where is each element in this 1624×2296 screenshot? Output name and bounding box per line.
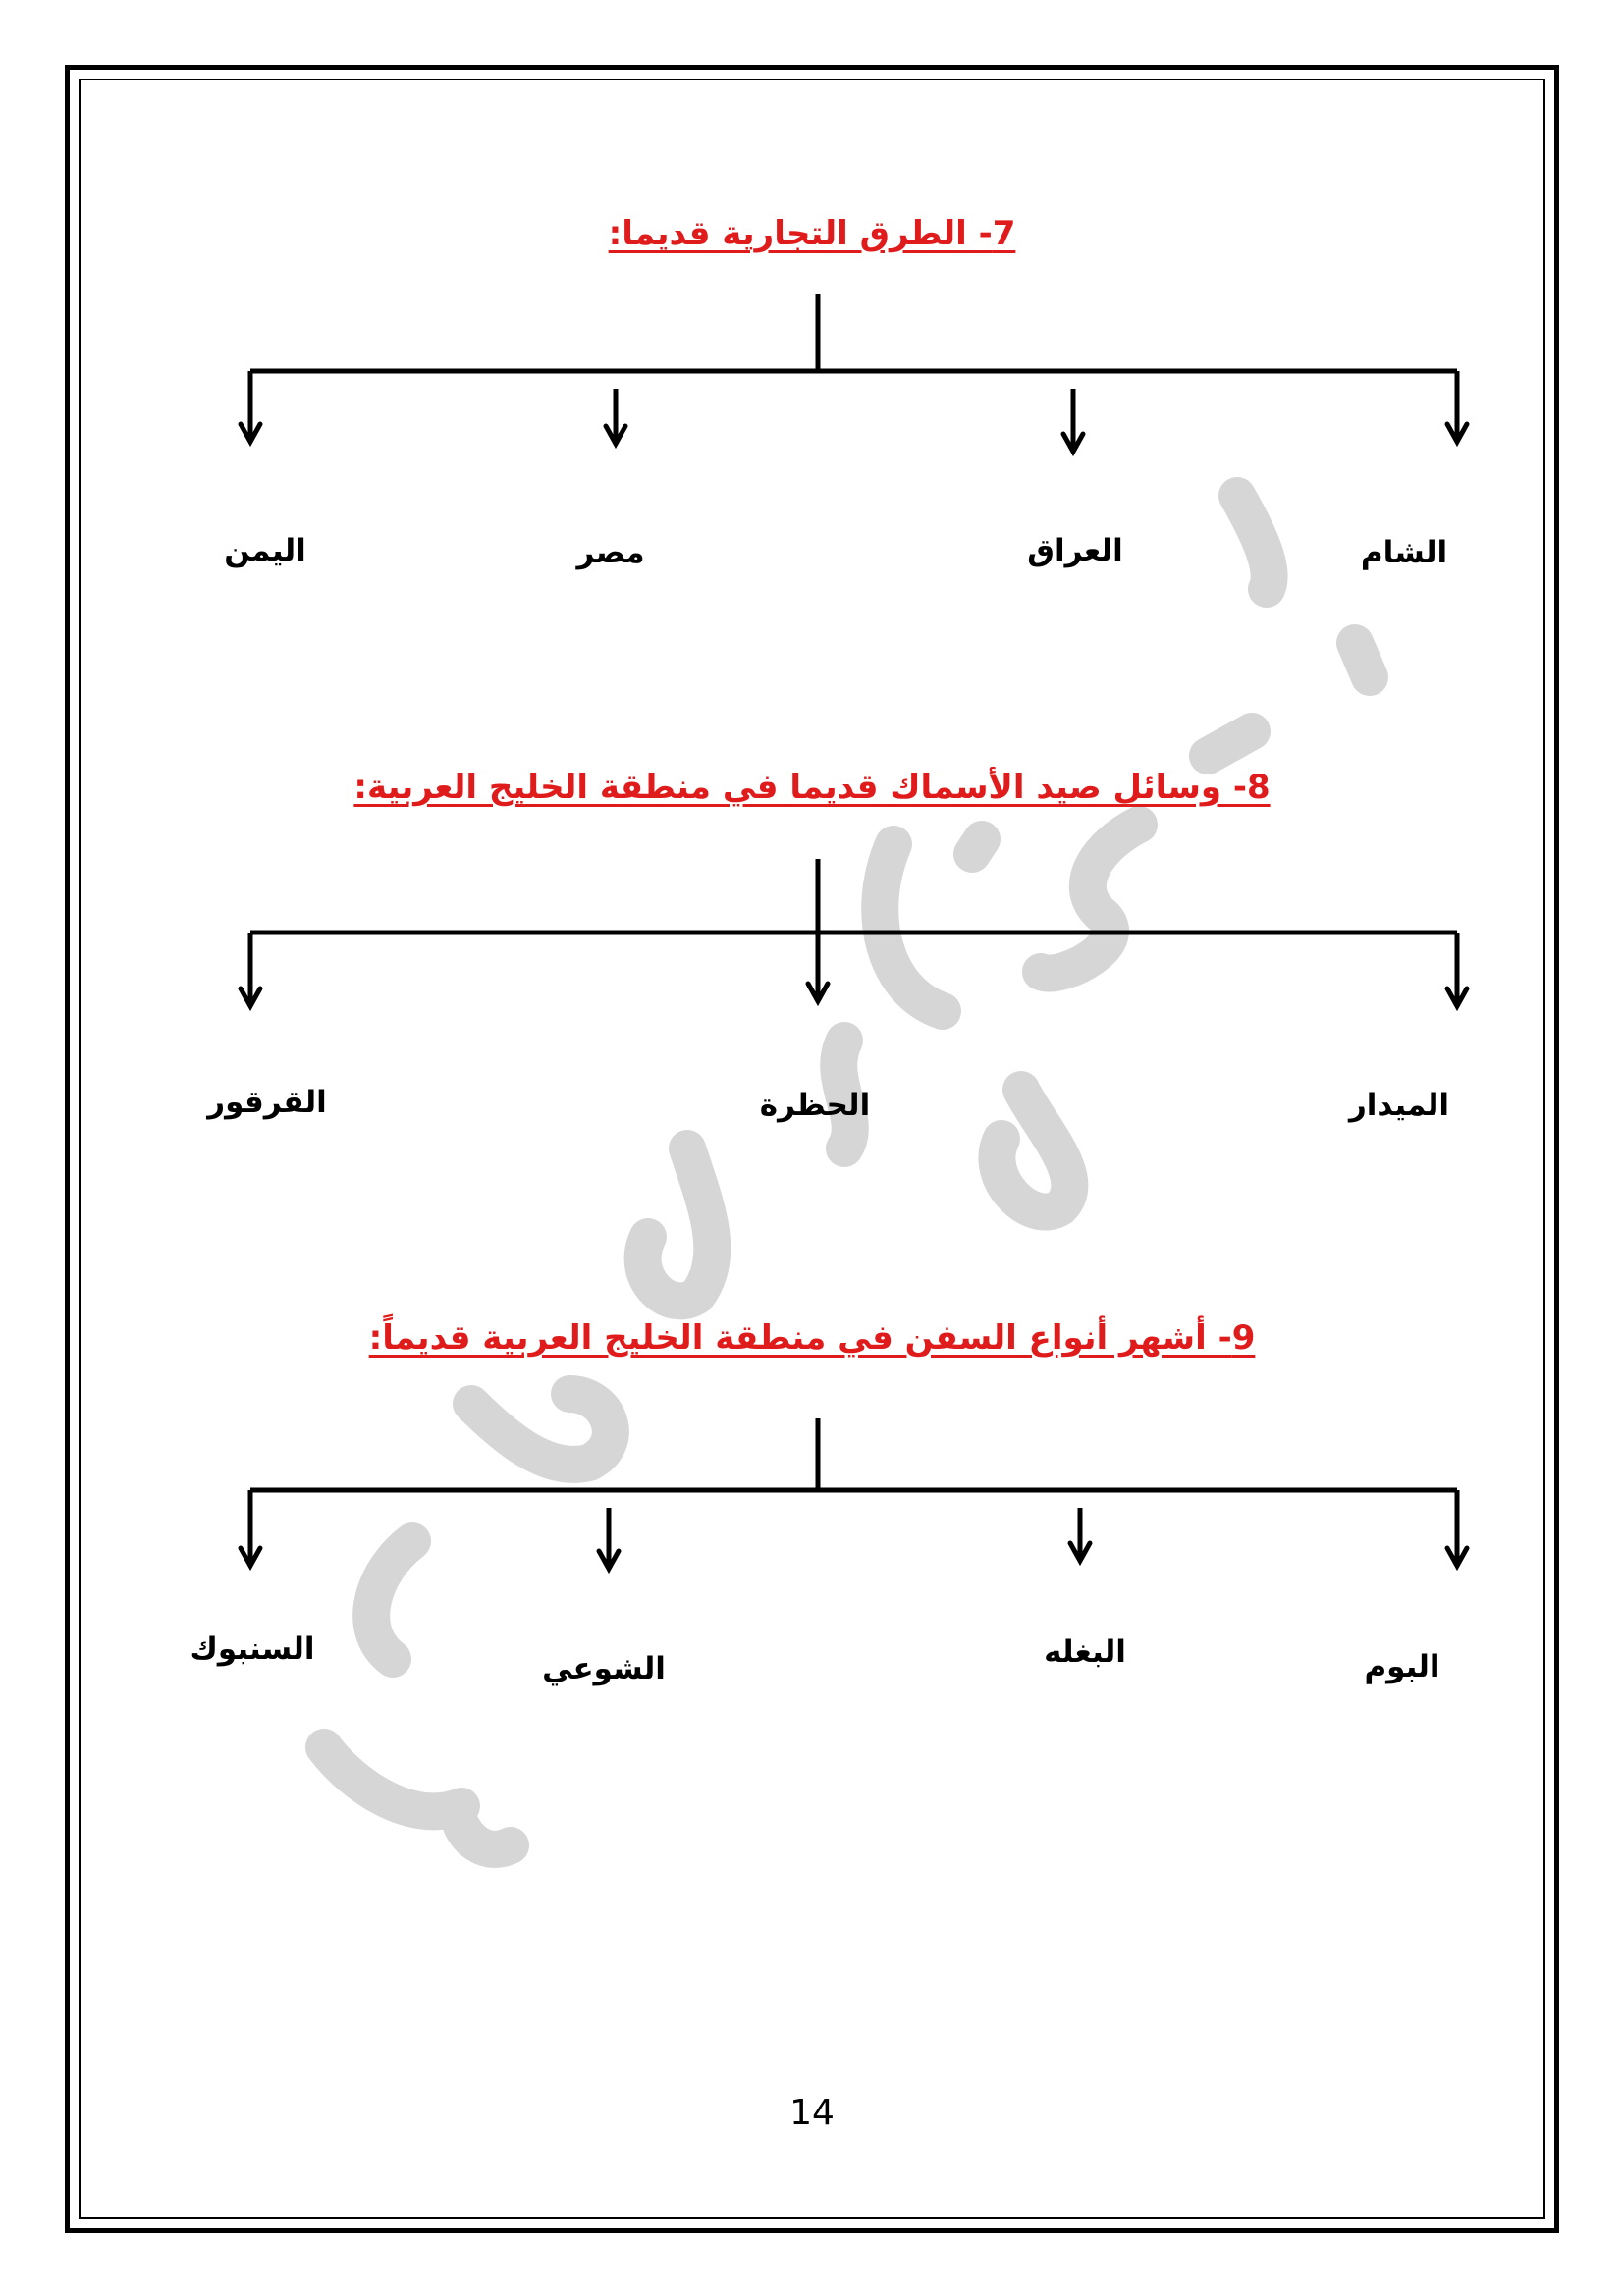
- heading-ship-types: 9- أشهر أنواع السفن في منطقة الخليج العربية قديماً:: [368, 1318, 1256, 1358]
- item-shuwai: الشوعي: [542, 1651, 666, 1686]
- page-number: 14: [789, 2093, 835, 2133]
- item-baghla: البغله: [1044, 1634, 1126, 1670]
- heading-trade-routes: 7- الطرق التجارية قديما:: [608, 214, 1016, 253]
- item-iraq: العراق: [1027, 533, 1123, 568]
- item-yemen: اليمن: [224, 533, 306, 568]
- heading-fishing-tools: 8- وسائل صيد الأسماك قديما في منطقة الخليج العربية:: [353, 768, 1271, 807]
- item-midar: الميدار: [1348, 1088, 1450, 1123]
- item-sambuk: السنبوك: [189, 1631, 315, 1667]
- item-hadhra: الحظرة: [759, 1088, 871, 1123]
- item-sham: الشام: [1360, 535, 1448, 570]
- item-qarqur: القرقور: [207, 1085, 327, 1120]
- item-egypt: مصر: [576, 535, 645, 570]
- item-boom: البوم: [1364, 1649, 1440, 1684]
